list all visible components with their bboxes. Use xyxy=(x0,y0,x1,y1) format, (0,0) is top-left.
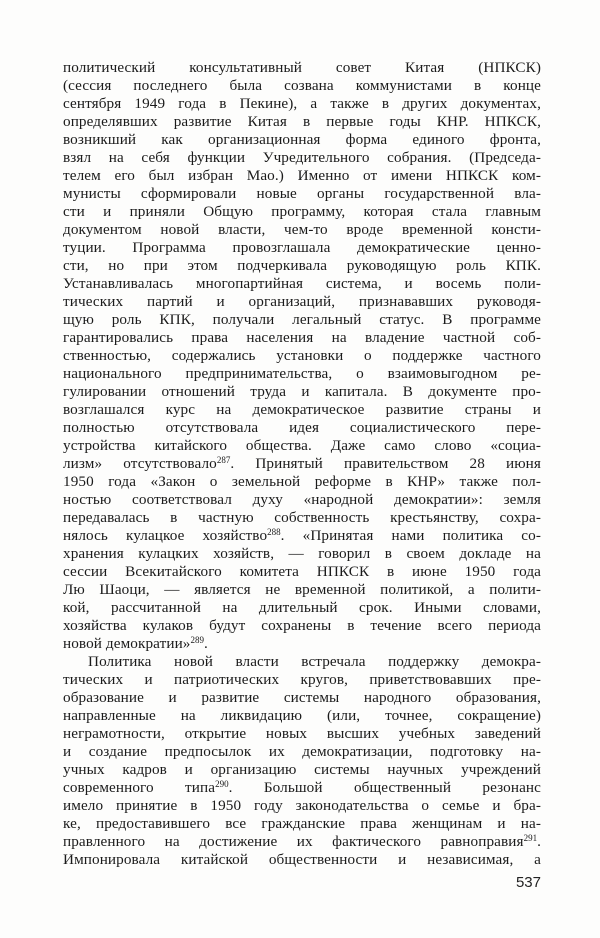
body-text xyxy=(63,59,541,869)
text-line xyxy=(63,653,541,671)
text-line xyxy=(63,779,541,797)
text-run: учных кадров и организацию системы научных учреждений xyxy=(63,761,541,778)
text-run: направленные на ликвидацию (или, точнее, сокращение) xyxy=(63,707,541,724)
text-line xyxy=(63,797,541,815)
text-run: Устанавливалась многопартийная система, и восемь поли- xyxy=(63,275,541,292)
text-line xyxy=(63,131,541,149)
text-run: лизм» отсутствовало xyxy=(63,455,217,472)
text-line xyxy=(63,239,541,257)
text-run: взял на себя функции Учредительного собрания. (Председа- xyxy=(63,149,541,166)
text-run: хранения кулацких хозяйств, — говорил в своем докладе на xyxy=(63,545,541,562)
text-line xyxy=(63,509,541,527)
text-line xyxy=(63,617,541,635)
text-run: 1950 года «Закон о земельной реформе в КНР» также пол- xyxy=(63,473,541,490)
text-line xyxy=(63,59,541,77)
text-run: гулировании отношений труда и капитала. В документе про- xyxy=(63,383,541,400)
text-run: современного типа xyxy=(63,779,216,796)
text-run: определявших развитие Китая в первые годы КНР. НПКСК, xyxy=(63,113,541,130)
text-line xyxy=(63,527,541,545)
text-run: ственностью, содержались установки о поддержке частного xyxy=(63,347,541,364)
text-line xyxy=(63,491,541,509)
text-run: телем его был избран Мао.) Именно от имени НПКСК ком- xyxy=(63,167,541,184)
text-run: . xyxy=(204,635,208,652)
footnote-ref: 291 xyxy=(523,833,538,843)
text-run: тических партий и организаций, признававших руководя- xyxy=(63,293,541,310)
text-line xyxy=(63,95,541,113)
text-run: хозяйства кулаков будут сохранены в течение всего периода xyxy=(63,617,541,634)
footnote-ref: 290 xyxy=(215,779,229,789)
footnote-ref: 287 xyxy=(216,455,231,465)
text-run: передавалась в частную собственность крестьянству, сохра- xyxy=(63,509,541,526)
text-run: полностью отсутствовала идея социалистического пере- xyxy=(63,419,541,436)
text-line xyxy=(63,545,541,563)
text-run: имело принятие в 1950 году законодательства о семье и бра- xyxy=(63,797,541,814)
text-line xyxy=(63,419,541,437)
text-line xyxy=(63,707,541,725)
text-run: сентября 1949 года в Пекине), а также в других документах, xyxy=(63,95,541,112)
text-run: нялось кулацкое хозяйство xyxy=(63,527,268,544)
text-line xyxy=(63,671,541,689)
text-line xyxy=(63,761,541,779)
text-line xyxy=(63,185,541,203)
text-run: сессии Всекитайского комитета НПКСК в июне 1950 года xyxy=(63,563,541,580)
text-line xyxy=(63,113,541,131)
footnote-ref: 289 xyxy=(190,635,204,645)
text-line xyxy=(63,293,541,311)
text-line xyxy=(63,635,541,653)
text-run: политический консультативный совет Китая (НПКСК) xyxy=(63,59,541,76)
page-number: 537 xyxy=(515,874,541,891)
text-run: ке, предоставившего все гражданские права женщинам и на- xyxy=(63,815,541,832)
text-run: и создание предпосылок их демократизации, подготовку на- xyxy=(63,743,541,760)
text-run: . «Принятая нами политика со- xyxy=(280,527,541,544)
text-run: устройства китайского общества. Даже само слово «социа- xyxy=(63,437,541,454)
text-run: . Принятый правительством 28 июня xyxy=(230,455,541,472)
text-run: образование и развитие системы народного образования, xyxy=(63,689,541,706)
text-line xyxy=(63,725,541,743)
text-line xyxy=(63,149,541,167)
text-run: сти, но при этом подчеркивала руководящую роль КПК. xyxy=(63,257,541,274)
text-line xyxy=(63,437,541,455)
text-run: сти и приняли Общую программу, которая стала главным xyxy=(63,203,541,220)
text-run: новой демократии» xyxy=(63,635,191,652)
text-run: гарантировались права населения на владение частной соб- xyxy=(63,329,541,346)
text-line xyxy=(63,275,541,293)
text-line xyxy=(63,815,541,833)
text-run: тических и патриотических кругов, приветствовавших пре- xyxy=(63,671,541,688)
text-line xyxy=(63,347,541,365)
text-line xyxy=(63,167,541,185)
text-run: правленного на достижение их фактического равноправия xyxy=(63,833,524,850)
text-line xyxy=(63,581,541,599)
text-line xyxy=(63,203,541,221)
text-line xyxy=(63,257,541,275)
text-line xyxy=(63,329,541,347)
text-line xyxy=(63,365,541,383)
text-line xyxy=(63,851,541,869)
text-line xyxy=(63,455,541,473)
text-line xyxy=(63,221,541,239)
text-line xyxy=(63,743,541,761)
text-run: документом новой власти, чем-то вроде временной консти- xyxy=(63,221,541,238)
text-run: Лю Шаоци, — является не временной политикой, а полити- xyxy=(63,581,541,598)
text-line xyxy=(63,383,541,401)
text-run: кой, рассчитанной на длительный срок. Иными словами, xyxy=(63,599,541,616)
text-run: возникший как организационная форма единого фронта, xyxy=(63,131,541,148)
text-run: национального предпринимательства, о взаимовыгодном ре- xyxy=(63,365,541,382)
text-run: Импонировала китайской общественности и независимая, а xyxy=(63,851,541,868)
text-run: туции. Программа провозглашала демократические ценно- xyxy=(63,239,541,256)
text-run: щую роль КПК, получали легальный статус. В программе xyxy=(63,311,541,328)
text-run: возглашался курс на демократическое развитие страны и xyxy=(63,401,541,418)
text-run: (сессия последнего была созвана коммунистами в конце xyxy=(63,77,541,94)
footnote-ref: 288 xyxy=(267,527,281,537)
text-line xyxy=(63,77,541,95)
text-run: Политика новой власти встречала поддержку демокра- xyxy=(88,653,541,670)
text-line xyxy=(63,689,541,707)
text-run: ностью соответствовал духу «народной демократии»: земля xyxy=(63,491,541,508)
text-run: . xyxy=(537,833,541,850)
text-line xyxy=(63,401,541,419)
text-line xyxy=(63,833,541,851)
text-run: неграмотности, открытие новых высших учебных заведений xyxy=(63,725,541,742)
text-run: мунисты сформировали новые органы государственной вла- xyxy=(63,185,541,202)
text-line xyxy=(63,599,541,617)
text-line xyxy=(63,563,541,581)
text-line xyxy=(63,311,541,329)
text-line xyxy=(63,473,541,491)
text-run: . Большой общественный резонанс xyxy=(228,779,541,796)
